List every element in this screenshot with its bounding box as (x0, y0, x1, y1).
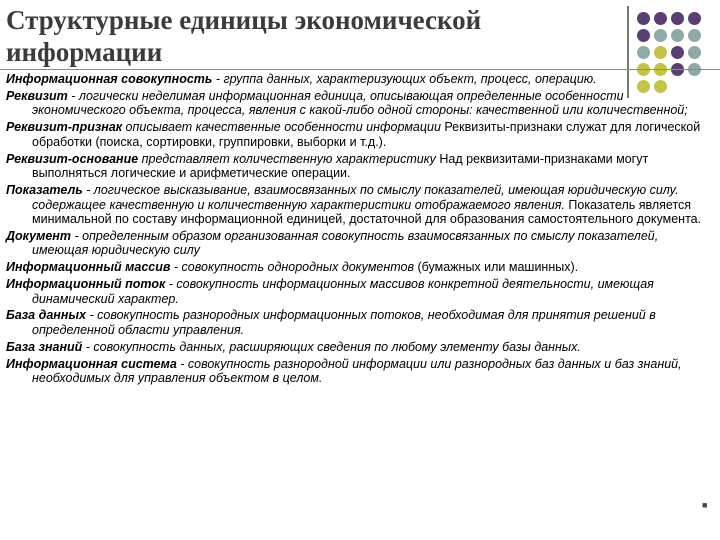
definition-item (6, 183, 716, 227)
decor-dot (671, 46, 684, 59)
definition-text: - совокупность информационных массивов конкретной деятельности, имеющая динамический характер. (32, 277, 654, 306)
definitions-list (6, 72, 716, 388)
definition-term: Информационная совокупность (6, 72, 213, 86)
definition-text: - логически неделимая информационная единица, описывающая определенные особенности экономического объекта, процесса, явления с какой-либо одной стороны: качественной или количественной; (32, 88, 688, 118)
slide-title: Структурные единицы экономической информации (6, 5, 482, 67)
definition-item (6, 120, 716, 149)
definition-term: База знаний (6, 339, 83, 354)
definition-item (6, 260, 716, 275)
corner-bullet-icon: ■ (702, 500, 708, 510)
title-divider-horizontal (0, 69, 720, 70)
definition-term: База данных (6, 308, 87, 323)
decor-dot (688, 12, 701, 25)
definition-text: - определенным образом организованная совокупность взаимосвязанных по смыслу показателей, имеющая юридическую силу (32, 228, 659, 258)
definition-item (6, 152, 716, 181)
definition-text: - совокупность однородных документов (170, 260, 414, 275)
definition-text: Реквизиты-признаки служат для логической обработки (поиска, сортировки, группировки, выборки и т.д.). (32, 120, 701, 149)
definition-item (6, 340, 716, 355)
definition-text: Показатель является минимальной по составу информационной единицей, достаточной для образования самостоятельного документа. (32, 197, 702, 227)
definition-text: (бумажных или машинных). (414, 260, 579, 275)
definition-text: - совокупность разнородной информации или разнородных баз данных и баз знаний, необходимых для управления объектом в целом. (32, 356, 682, 386)
definition-text: - логическое высказывание, взаимосвязанных по смыслу показателей, имеющая юридическую силу. содержащее качественную и количественную характеристики отображаемого явления. (32, 182, 679, 212)
decor-dot (637, 46, 650, 59)
definition-item (6, 72, 716, 87)
decor-dot (688, 29, 701, 42)
decor-dot (654, 12, 667, 25)
decor-dot (688, 46, 701, 59)
decor-dot (637, 29, 650, 42)
definition-text: описывает качественные особенности информации (122, 120, 441, 135)
decor-dot (654, 46, 667, 59)
definition-item (6, 277, 716, 306)
decor-dot (637, 12, 650, 25)
definition-text: - совокупность разнородных информационных потоков, необходимая для принятия решений в определенной области управления. (32, 308, 656, 337)
definition-term: Документ (6, 228, 71, 243)
definition-text: Над реквизитами-признаками могут выполняться логические и арифметические операции. (32, 151, 649, 181)
definition-item (6, 89, 716, 118)
definition-item (6, 357, 716, 386)
definition-term: Реквизит-признак (6, 120, 123, 135)
decor-dot (654, 29, 667, 42)
definition-term: Реквизит (6, 88, 68, 103)
definition-item (6, 229, 716, 258)
decor-dot (671, 29, 684, 42)
definition-text: - группа данных, характеризующих объект, процесс, операцию. (212, 72, 597, 86)
definition-item (6, 308, 716, 337)
definition-text: представляет количественную характеристику (138, 151, 436, 166)
definition-text: - совокупность данных, расширяющих сведения по любому элементу базы данных. (82, 339, 581, 354)
definition-term: Показатель (6, 182, 83, 197)
decor-dot (671, 12, 684, 25)
definition-term: Информационный поток (6, 277, 166, 292)
definition-term: Информационная система (6, 356, 177, 371)
definition-term: Информационный массив (6, 260, 171, 275)
definition-term: Реквизит-основание (6, 151, 139, 166)
